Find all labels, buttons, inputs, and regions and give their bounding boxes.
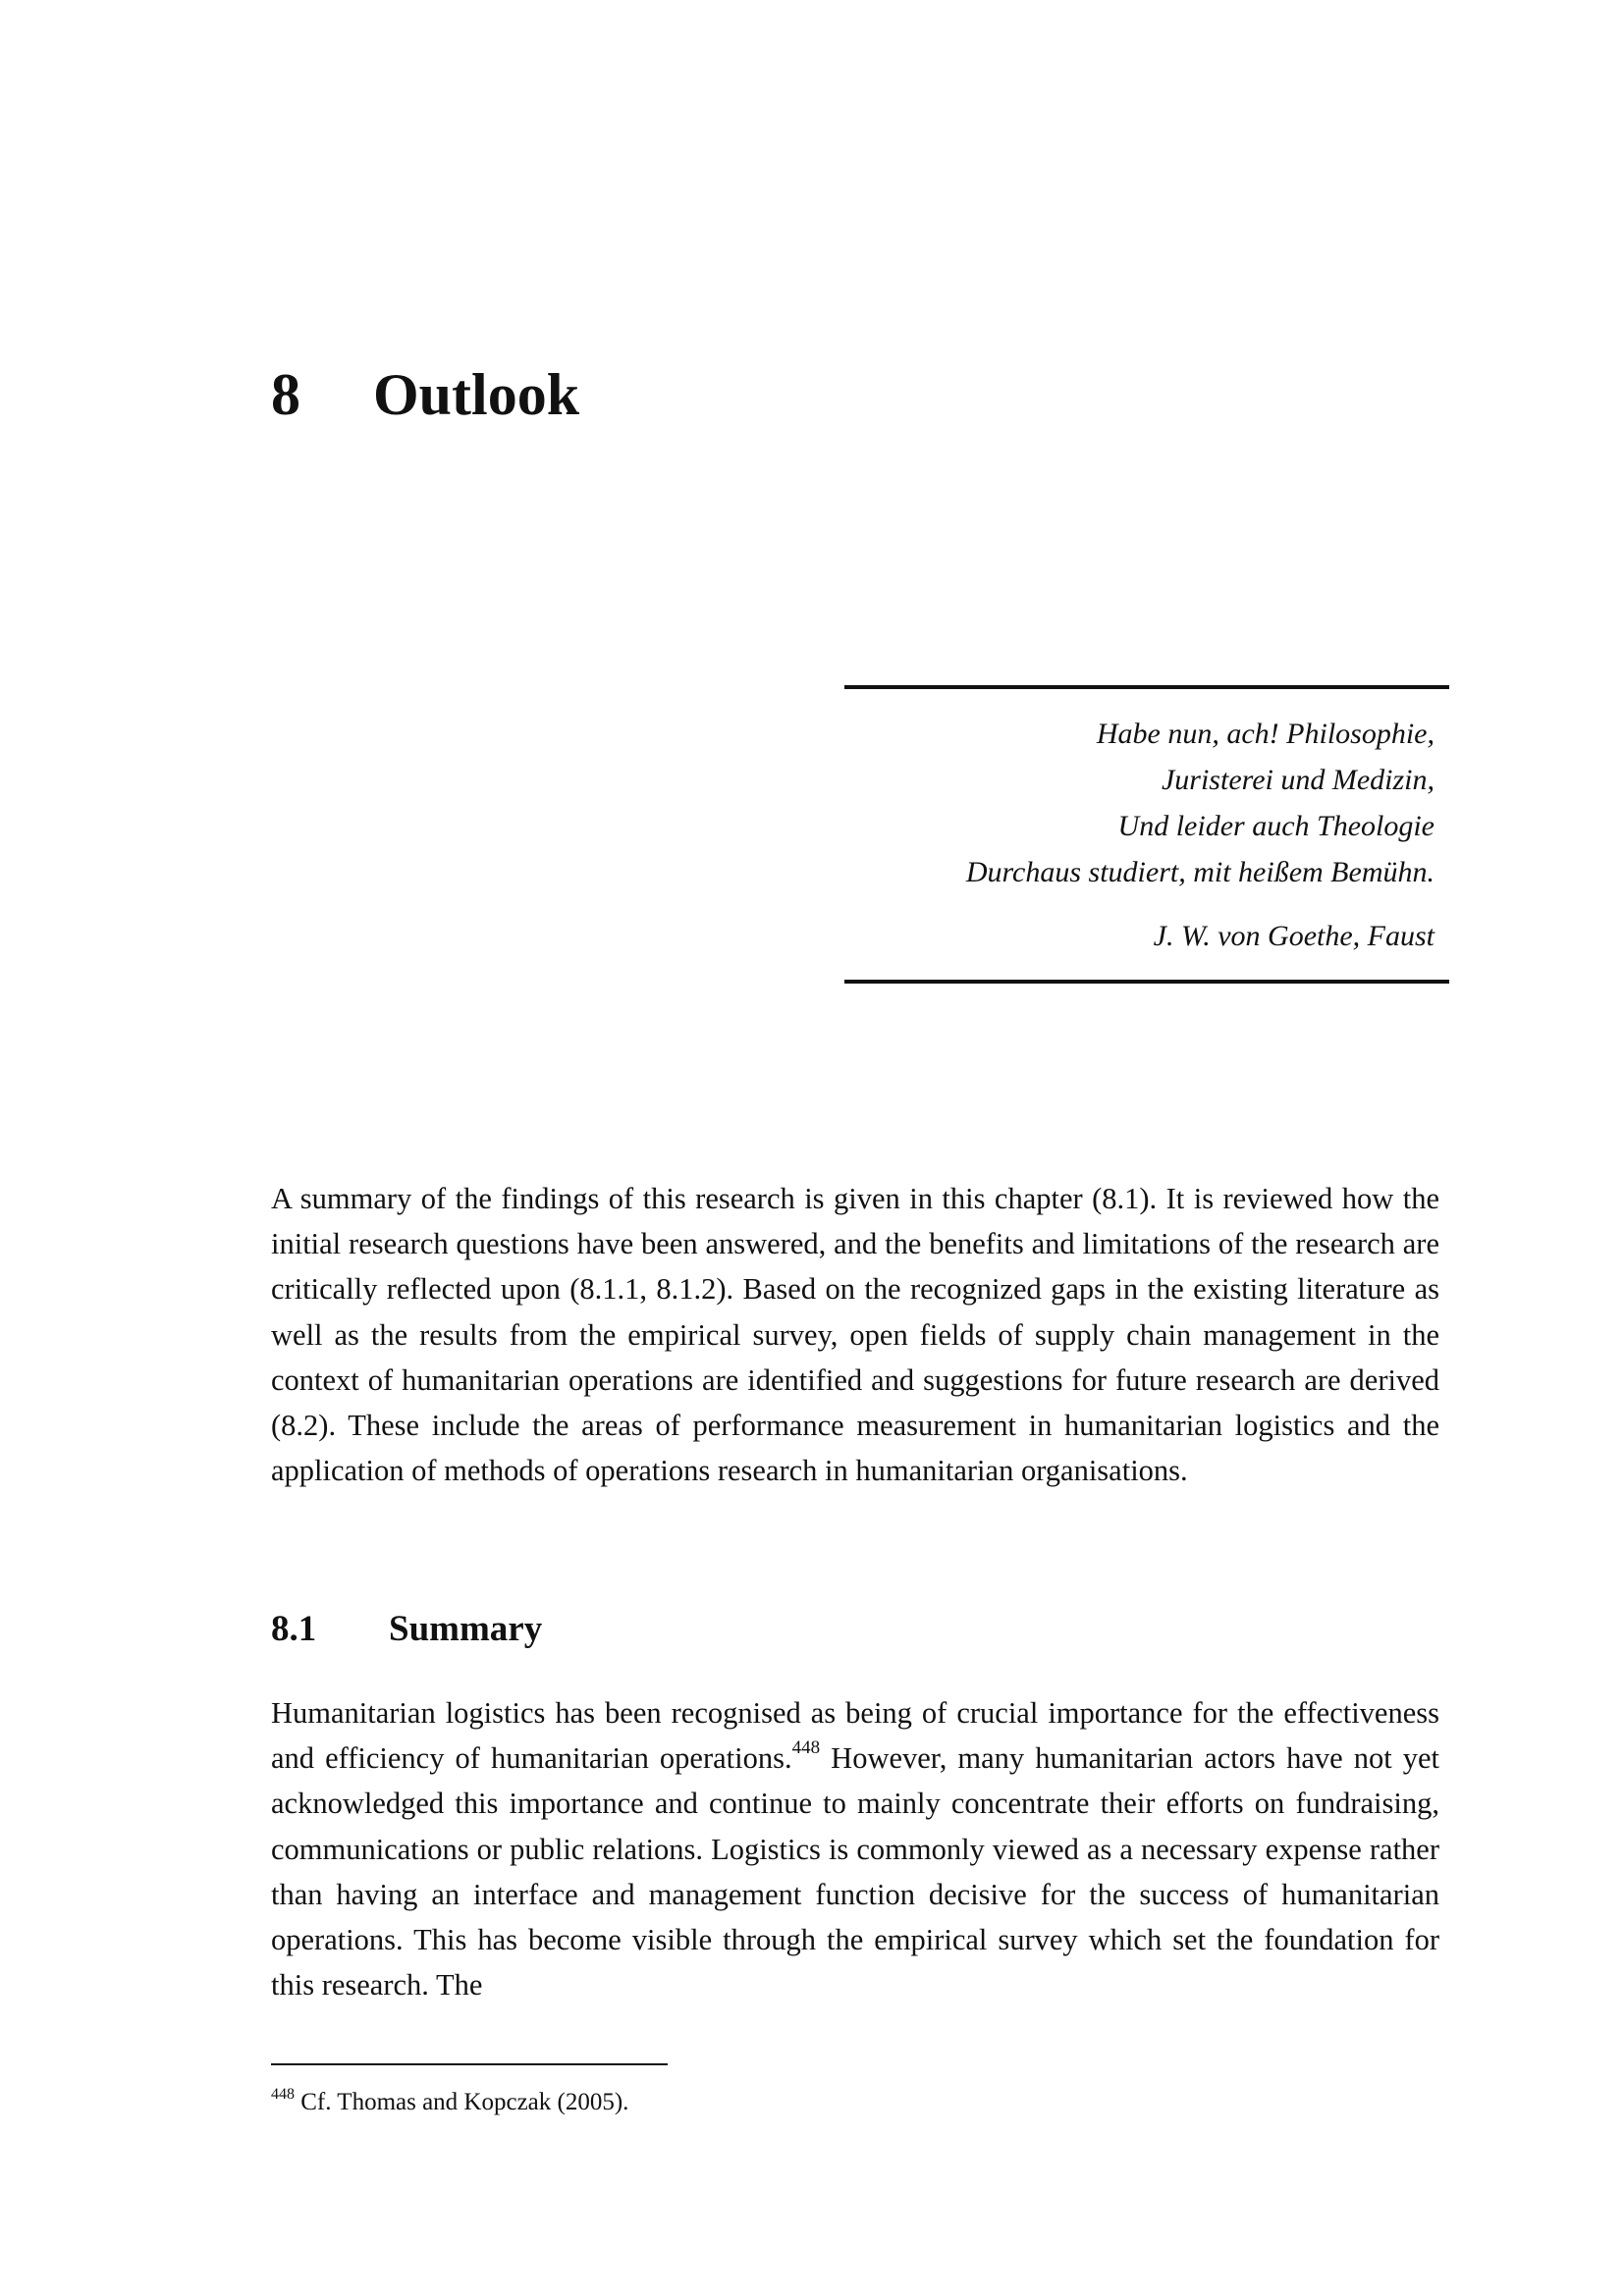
chapter-heading (271, 355, 579, 434)
epigraph-line: Juristerei und Medizin, (1161, 764, 1435, 796)
summary-text-part2: However, many humanitarian actors have not yet acknowledged this importance and continue to mainly concentrate their efforts on fundraising, communications or public relations. Logistics is commonly viewed as a necessary expense rather than having an interface and management function decisive for the success of humanitarian operations. This has become visible through the empirical survey which set the foundation for this research. The (271, 1741, 1439, 2002)
epigraph-line: Durchaus studiert, mit heißem Bemühn. (965, 856, 1435, 888)
intro-paragraph: A summary of the findings of this research is given in this chapter (8.1). It is reviewed how the initial research questions have been answered, and the benefits and limitations of the research are critically reflected upon (8.1.1, 8.1.2). Based on the recognized gaps in the existing literature as well as the results from the empirical survey, open fields of supply chain management in the context of humanitarian operations are identified and suggestions for future research are derived (8.2). These include the areas of performance measurement in humanitarian logistics and the application of methods of operations research in humanitarian organisations. (271, 1182, 1439, 1488)
section-heading (271, 1606, 542, 1653)
section-number: 8.1 (271, 1609, 317, 1649)
summary-paragraph (271, 1690, 1439, 2007)
footnote-text: Cf. Thomas and Kopczak (2005). (295, 2089, 629, 2115)
footnote-number: 448 (271, 2085, 295, 2103)
summary-text-part1: Humanitarian logistics has been recognised as being of crucial importance for the effectiveness and efficiency of humanitarian operations. (271, 1696, 1439, 1776)
epigraph-line: Habe nun, ach! Philosophie, (1096, 718, 1435, 750)
chapter-number: 8 (271, 362, 300, 427)
epigraph-bottom-rule (844, 980, 1449, 984)
section-title: Summary (389, 1609, 543, 1649)
footnote-reference[interactable]: 448 (791, 1737, 821, 1759)
epigraph-top-rule (844, 685, 1449, 689)
epigraph-line: Und leider auch Theologie (1117, 810, 1435, 842)
epigraph-source: J. W. von Goethe, Faust (1153, 920, 1435, 952)
footnote-separator (271, 2063, 668, 2065)
footnote (271, 2087, 628, 2118)
epigraph-verse (844, 711, 1435, 895)
chapter-title: Outlook (373, 362, 580, 427)
epigraph (844, 685, 1449, 984)
